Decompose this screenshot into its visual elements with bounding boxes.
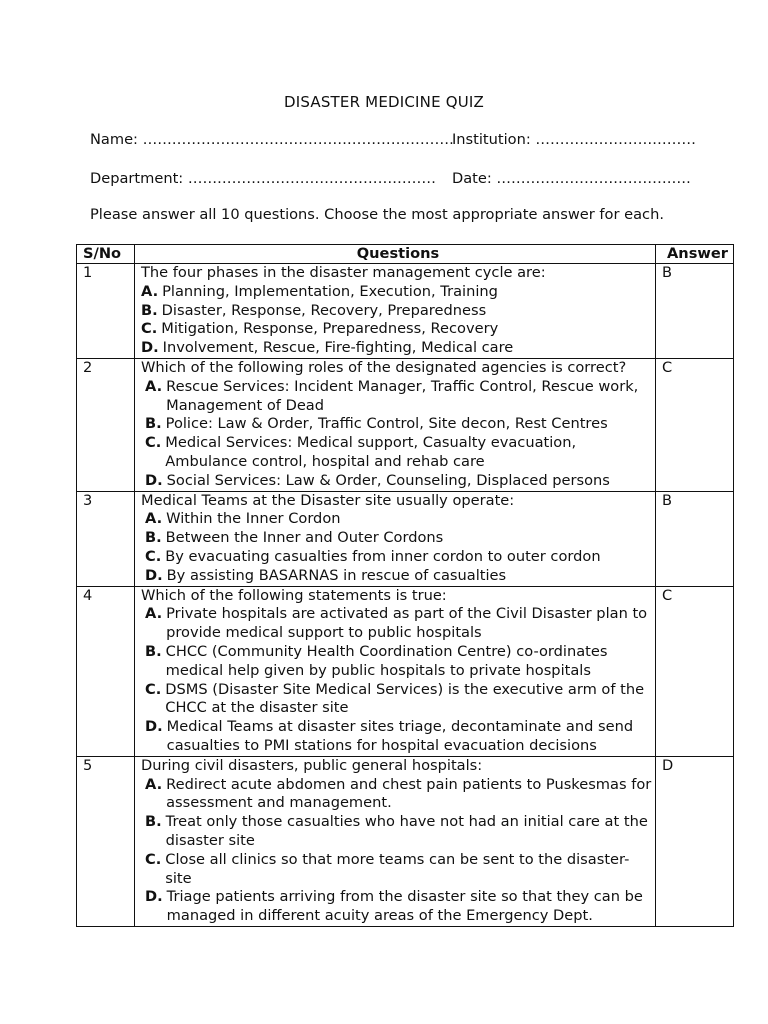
option-letter: A.	[145, 510, 163, 528]
option-letter: C.	[145, 547, 162, 565]
option-text: Social Services: Law & Order, Counseling, Displaced persons	[166, 471, 610, 489]
option-text: Private hospitals are activated as part of the Civil Disaster plan to provide medical support to public hospitals	[166, 605, 648, 642]
question-number: 1	[77, 264, 135, 359]
answer-option	[141, 813, 655, 851]
option-letter: D.	[141, 339, 159, 357]
option-text: Medical Teams at disaster sites triage, decontaminate and send casualties to PMI stations for hospital evacuation decisions	[166, 718, 634, 754]
option-text: Redirect acute abdomen and chest pain patients to Puskesmas for assessment and management.	[166, 775, 652, 812]
instructions: Please answer all 10 questions. Choose the most appropriate answer for each.	[90, 206, 664, 223]
question-text: Which of the following roles of the designated agencies is correct?	[141, 358, 627, 376]
answer-option	[141, 851, 655, 889]
option-letter: B.	[145, 642, 162, 660]
table-row	[77, 586, 734, 756]
answer-option	[141, 510, 655, 529]
option-text: Involvement, Rescue, Fire-fighting, Medical care	[162, 339, 514, 357]
question-number: 5	[77, 756, 135, 926]
answer-option	[141, 548, 655, 567]
answer-option	[141, 302, 655, 321]
question-text: During civil disasters, public general hospitals:	[141, 756, 483, 774]
option-text: Mitigation, Response, Preparedness, Recovery	[161, 320, 499, 338]
option-letter: B.	[141, 301, 158, 319]
option-letter: B.	[145, 415, 162, 433]
option-text: Police: Law & Order, Traffic Control, Site decon, Rest Centres	[165, 415, 608, 433]
option-letter: A.	[145, 377, 163, 395]
option-letter: C.	[141, 320, 158, 338]
question-text: Medical Teams at the Disaster site usually operate:	[141, 491, 515, 509]
option-letter: B.	[145, 529, 162, 547]
option-letter: D.	[145, 718, 163, 736]
option-text: Rescue Services: Incident Manager, Traffic Control, Rescue work, Management of Dead	[166, 377, 639, 414]
question-number: 3	[77, 491, 135, 586]
option-letter: A.	[141, 282, 159, 300]
option-text: Triage patients arriving from the disaster site so that they can be managed in different acuity areas of the Emergency Dept.	[166, 888, 643, 925]
answer-option	[141, 283, 655, 302]
table-row	[77, 756, 734, 926]
answer-option	[141, 776, 655, 814]
option-letter: C.	[145, 850, 162, 868]
option-text: Close all clinics so that more teams can be sent to the disaster-site	[165, 850, 630, 887]
answer-cell: B	[656, 264, 734, 359]
option-text: Within the Inner Cordon	[166, 510, 341, 528]
answer-cell: B	[656, 491, 734, 586]
option-text: Medical Services: Medical support, Casualty evacuation, Ambulance control, hospital and rehab care	[165, 434, 577, 470]
option-text: Treat only those casualties who have not had an initial care at the disaster site	[165, 813, 648, 849]
answer-cell: D	[656, 756, 734, 926]
quiz-title: DISASTER MEDICINE QUIZ	[283, 93, 485, 111]
answer-option	[141, 378, 655, 416]
question-cell	[135, 586, 656, 756]
table-header-row	[77, 245, 734, 264]
option-letter: C.	[145, 434, 162, 452]
option-text: Disaster, Response, Recovery, Preparedness	[161, 301, 487, 319]
question-text: Which of the following statements is true:	[141, 586, 447, 604]
table-row	[77, 491, 734, 586]
question-cell	[135, 264, 656, 359]
header-sno: S/No	[77, 245, 135, 264]
answer-option	[141, 567, 655, 586]
option-text: By evacuating casualties from inner cordon to outer cordon	[165, 547, 601, 565]
answer-option	[141, 472, 655, 491]
name-field: Name: ……………………………………………………….	[90, 131, 454, 148]
table-row	[77, 358, 734, 491]
quiz-table	[76, 244, 734, 927]
answer-option	[141, 643, 655, 681]
question-cell	[135, 491, 656, 586]
option-letter: D.	[145, 566, 163, 584]
option-letter: D.	[145, 471, 163, 489]
option-letter: A.	[145, 605, 163, 623]
option-letter: D.	[145, 888, 163, 906]
question-text: The four phases in the disaster management cycle are:	[141, 264, 546, 281]
answer-option	[141, 320, 655, 339]
answer-option	[141, 434, 655, 472]
answer-cell: C	[656, 586, 734, 756]
answer-option	[141, 415, 655, 434]
option-text: DSMS (Disaster Site Medical Services) is the executive arm of the CHCC at the disaster site	[165, 680, 645, 717]
option-letter: C.	[145, 680, 162, 698]
option-text: CHCC (Community Health Coordination Centre) co-ordinates medical help given by public hospitals to private hospitals	[165, 642, 608, 679]
answer-option	[141, 529, 655, 548]
header-answer: Answer	[656, 245, 734, 264]
answer-option	[141, 681, 655, 719]
answer-cell: C	[656, 358, 734, 491]
header-questions: Questions	[135, 245, 656, 264]
question-number: 2	[77, 358, 135, 491]
question-number: 4	[77, 586, 135, 756]
option-text: Planning, Implementation, Execution, Training	[162, 282, 498, 300]
quiz-body	[77, 264, 734, 927]
answer-option	[141, 888, 655, 926]
table-row	[77, 264, 734, 359]
option-text: By assisting BASARNAS in rescue of casualties	[166, 566, 507, 584]
answer-option	[141, 718, 655, 756]
answer-option	[141, 605, 655, 643]
option-letter: A.	[145, 775, 163, 793]
institution-field: Institution: ……………………………	[452, 131, 696, 148]
question-cell	[135, 358, 656, 491]
answer-option	[141, 339, 655, 358]
question-cell	[135, 756, 656, 926]
option-text: Between the Inner and Outer Cordons	[165, 529, 444, 547]
date-field: Date: ………………………………….	[452, 170, 691, 187]
department-field: Department: ……………………………………………	[90, 170, 436, 187]
option-letter: B.	[145, 813, 162, 831]
